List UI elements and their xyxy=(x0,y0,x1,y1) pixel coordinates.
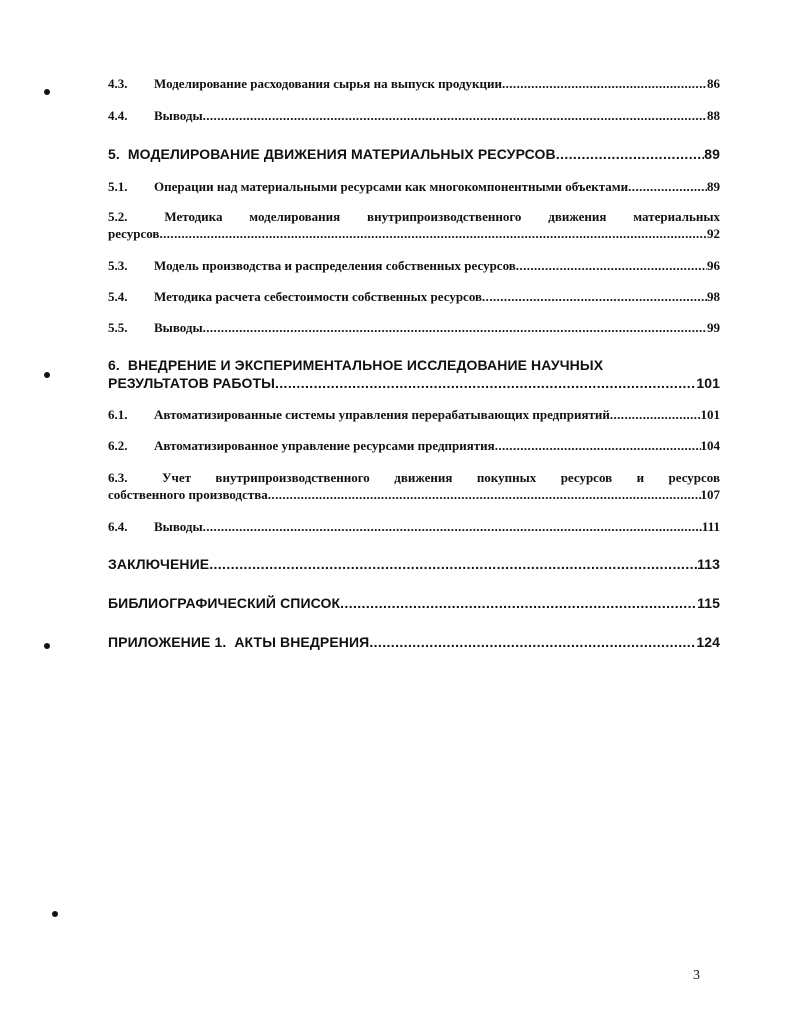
toc-entry-5-2-line1[interactable] xyxy=(108,209,720,225)
toc-page: 96 xyxy=(707,258,720,273)
toc-leader xyxy=(203,519,702,535)
toc-number: 6.2. xyxy=(108,438,128,453)
toc-entry-5-1[interactable] xyxy=(108,179,720,195)
toc-number: 4.3. xyxy=(108,76,128,91)
margin-mark xyxy=(52,911,58,917)
toc-appendix-1[interactable] xyxy=(108,634,720,650)
toc-page: 104 xyxy=(700,438,720,453)
toc-entry-6-2[interactable] xyxy=(108,438,720,454)
toc-page: 124 xyxy=(696,634,720,650)
toc-bibliography[interactable] xyxy=(108,595,720,611)
toc-entry-5-4[interactable] xyxy=(108,289,720,305)
toc-leader xyxy=(275,375,696,391)
toc-entry-6-3-line2[interactable] xyxy=(108,487,720,503)
toc-page: 89 xyxy=(704,146,720,162)
toc-leader xyxy=(203,108,707,124)
toc-title: Модель производства и распределения собственных ресурсов xyxy=(154,258,516,273)
toc-number: 6.3. xyxy=(108,470,128,485)
toc-leader xyxy=(556,146,704,162)
toc-entry-6-4[interactable] xyxy=(108,519,720,535)
toc-number: 6.1. xyxy=(108,407,128,422)
toc-chapter-5[interactable] xyxy=(108,146,720,162)
toc-title: Автоматизированное управление ресурсами предприятия xyxy=(154,438,495,453)
toc-title: Выводы xyxy=(154,320,203,335)
toc-leader xyxy=(482,289,707,305)
toc-page: 107 xyxy=(700,487,720,502)
toc-page: 98 xyxy=(707,289,720,304)
toc-leader xyxy=(209,556,697,572)
toc-number: 6. xyxy=(108,357,120,373)
toc-number: 4.4. xyxy=(108,108,128,123)
toc-number: 5.4. xyxy=(108,289,128,304)
toc-number: 5.3. xyxy=(108,258,128,273)
margin-mark xyxy=(44,89,50,95)
toc-title-continued: собственного производства xyxy=(108,487,268,502)
toc-title: Операции над материальными ресурсами как многокомпонентными объектами xyxy=(154,179,629,194)
toc-title-continued: РЕЗУЛЬТАТОВ РАБОТЫ xyxy=(108,375,275,391)
page-number: 3 xyxy=(693,968,700,983)
toc-number: 5.1. xyxy=(108,179,128,194)
toc-leader xyxy=(159,226,707,242)
toc-page: 101 xyxy=(696,375,720,391)
toc-title: ПРИЛОЖЕНИЕ 1. АКТЫ ВНЕДРЕНИЯ xyxy=(108,634,370,650)
toc-title: ВНЕДРЕНИЕ И ЭКСПЕРИМЕНТАЛЬНОЕ ИССЛЕДОВАНИЕ НАУЧНЫХ xyxy=(127,357,604,373)
toc-title: Выводы xyxy=(154,519,203,534)
toc-page: 92 xyxy=(707,226,720,241)
toc-number: 5.5. xyxy=(108,320,128,335)
toc-leader xyxy=(516,258,707,274)
toc-number: 5.2. xyxy=(108,209,128,224)
toc-title: Автоматизированные системы управления перерабатывающих предприятий xyxy=(154,407,610,422)
toc-entry-5-5[interactable] xyxy=(108,320,720,336)
toc-entry-6-3-line1[interactable] xyxy=(108,470,720,486)
toc-entry-4-3[interactable] xyxy=(108,76,720,92)
toc-leader xyxy=(369,634,696,650)
toc-number: 6.4. xyxy=(108,519,128,534)
margin-mark xyxy=(44,643,50,649)
toc-page: 111 xyxy=(701,519,720,534)
toc-title: Моделирование расходования сырья на выпуск продукции xyxy=(154,76,502,91)
toc-title: Методика расчета себестоимости собственных ресурсов xyxy=(154,289,483,304)
toc-page: 115 xyxy=(697,595,720,611)
toc-entry-5-3[interactable] xyxy=(108,258,720,274)
toc-leader xyxy=(610,407,701,423)
toc-number: 5. xyxy=(108,146,120,162)
toc-leader xyxy=(340,595,697,611)
toc-leader xyxy=(268,487,701,503)
toc-title: Учет внутрипроизводственного движения покупных ресурсов и ресурсов xyxy=(161,470,720,485)
toc-title: БИБЛИОГРАФИЧЕСКИЙ СПИСОК xyxy=(108,595,341,611)
toc-page: 113 xyxy=(697,556,720,572)
toc-leader xyxy=(495,438,701,454)
toc-leader xyxy=(628,179,707,195)
toc-title: ЗАКЛЮЧЕНИЕ xyxy=(108,556,210,572)
toc-page: 86 xyxy=(707,76,720,91)
margin-mark xyxy=(44,372,50,378)
toc-title: Методика моделирования внутрипроизводственного движения материальных xyxy=(164,209,721,224)
toc-page: 99 xyxy=(707,320,720,335)
toc-entry-6-1[interactable] xyxy=(108,407,720,423)
toc-conclusion[interactable] xyxy=(108,556,720,572)
toc-page: 88 xyxy=(707,108,720,123)
toc-leader xyxy=(502,76,707,92)
toc-leader xyxy=(203,320,707,336)
toc-entry-5-2-line2[interactable] xyxy=(108,226,720,242)
toc-page: 89 xyxy=(707,179,720,194)
toc-page: 101 xyxy=(700,407,720,422)
toc-entry-4-4[interactable] xyxy=(108,108,720,124)
toc-chapter-6-line1[interactable] xyxy=(108,357,720,373)
toc-title: МОДЕЛИРОВАНИЕ ДВИЖЕНИЯ МАТЕРИАЛЬНЫХ РЕСУРСОВ xyxy=(127,146,556,162)
toc-title: Выводы xyxy=(154,108,203,123)
toc-chapter-6-line2[interactable] xyxy=(108,375,720,391)
toc-title-continued: ресурсов xyxy=(108,226,160,241)
